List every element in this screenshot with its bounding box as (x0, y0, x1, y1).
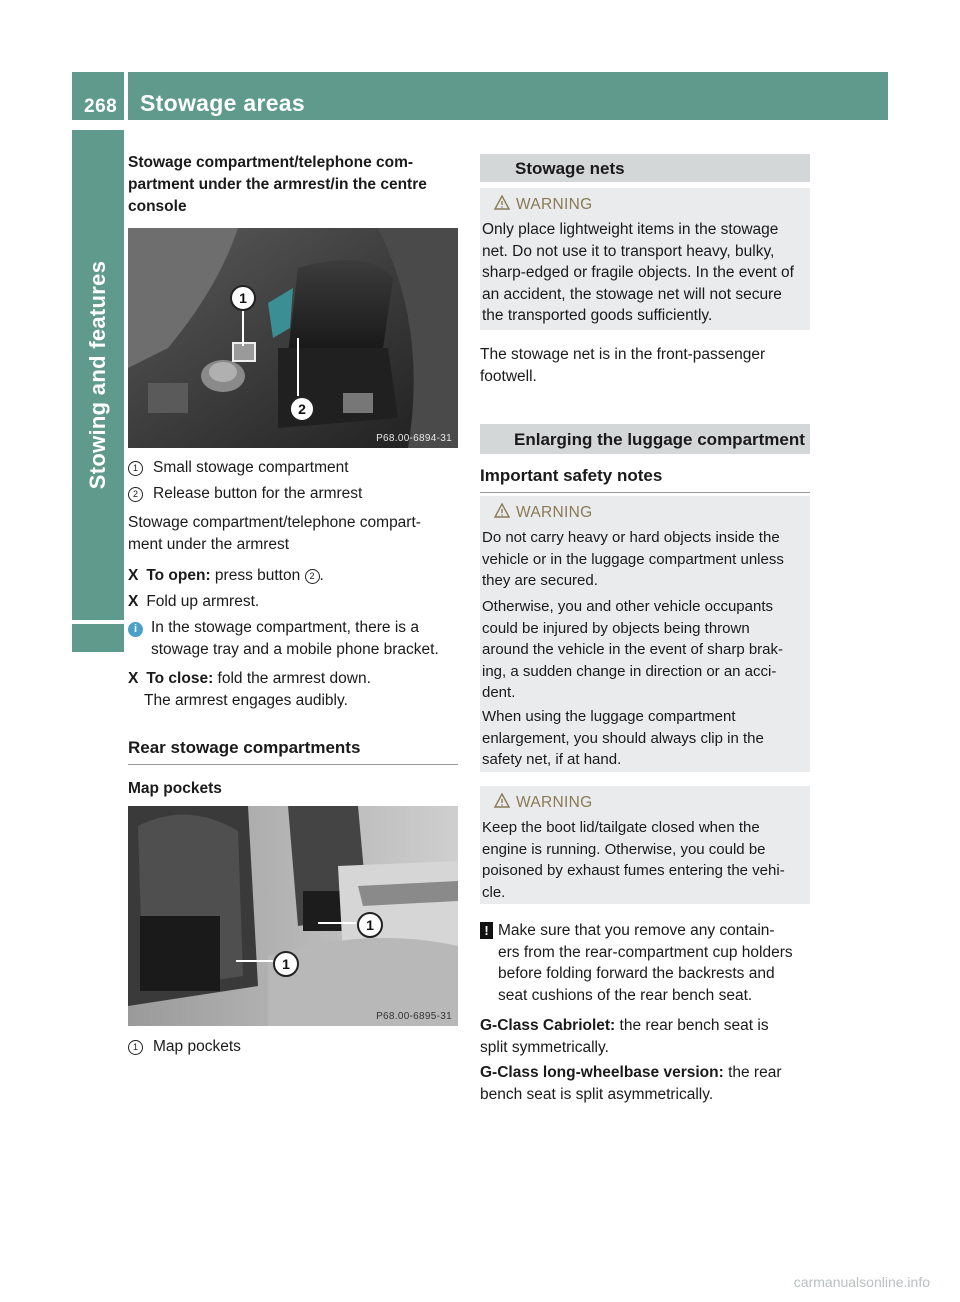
legend-item (128, 457, 463, 479)
map-pockets-illustration (128, 806, 458, 1026)
figure-code: P68.00-6895-31 (376, 1011, 452, 1022)
warning-text-3: When using the luggage compartment enlargement, you should always clip in the safety net, if at hand. (482, 708, 764, 768)
warning-label: WARNING (516, 196, 593, 213)
enlarging-band (480, 424, 810, 454)
warning-heading (494, 793, 592, 812)
step-label: To close: (146, 670, 214, 687)
legend-number: 1 (128, 1040, 143, 1055)
warning-heading (494, 195, 592, 214)
warning-text-2: Otherwise, you and other vehicle occupants could be injured by objects being thrown around the vehicle in the event of sharp brak- ing, a sudden change in direction or an acci- dent. (482, 598, 784, 701)
map-pockets-heading: Map pockets (128, 780, 222, 797)
stowage-nets-band (480, 154, 810, 182)
step-text: Fold up armrest. (146, 593, 260, 610)
warning-label: WARNING (516, 504, 593, 521)
warning-triangle-icon (494, 503, 510, 519)
legend-item (128, 483, 463, 505)
info-note (128, 617, 463, 660)
warning-triangle-icon (494, 793, 510, 809)
step-text: press button (210, 567, 305, 584)
watermark: carmanualsonline.info (793, 1274, 930, 1290)
armrest-photo (128, 228, 458, 448)
legend-item (128, 1036, 458, 1058)
warning-box-3 (480, 786, 810, 904)
lwb-text: the rear bench seat is split asymmetrically. (480, 1064, 782, 1103)
info-text: In the stowage compartment, there is a stowage tray and a mobile phone bracket. (151, 619, 439, 658)
step-arrow-icon: X (128, 593, 139, 610)
legend-number: 1 (128, 461, 143, 476)
chapter-title: Stowing and features (85, 260, 110, 490)
legend-text: Map pockets (153, 1038, 241, 1055)
cabriolet-text: the rear bench seat is split symmetrically. (480, 1017, 769, 1056)
cabriolet-note (480, 1015, 810, 1058)
step-label: To open: (146, 567, 211, 584)
callout-2: 2 (289, 396, 315, 422)
armrest-paragraph: Stowage compartment/telephone compart- ment under the armrest (128, 514, 421, 553)
nets-paragraph: The stowage net is in the front-passenger footwell. (480, 346, 766, 385)
step-number: 2 (305, 569, 320, 584)
lwb-label: G-Class long-wheelbase version: (480, 1064, 724, 1081)
legend-list (128, 457, 463, 504)
section-title: Stowage areas (140, 90, 305, 116)
close-step (128, 668, 463, 711)
legend-text: Release button for the armrest (153, 484, 363, 502)
figure-code: P68.00-6894-31 (376, 433, 452, 444)
step-punct: . (319, 567, 324, 584)
notice-exclamation-icon: ! (480, 922, 493, 939)
warning-triangle-icon (494, 195, 510, 211)
callout-1: 1 (357, 912, 383, 938)
notice-text: Make sure that you remove any contain- ers from the rear-compartment cup holders before folding forward the backrests and seat cushions of the rear bench seat. (498, 922, 793, 1004)
page-number: 268 (84, 96, 118, 117)
fold-step (128, 591, 463, 613)
warning-box-2 (480, 496, 810, 772)
section-header (128, 72, 888, 120)
safety-notes-title: Important safety notes (480, 466, 810, 493)
warning-text-1: Do not carry heavy or hard objects inside the vehicle or in the luggage compartment unless they are secured. (482, 529, 784, 589)
rear-stowage-title: Rear stowage compartments (128, 738, 458, 765)
step-arrow-icon: X (128, 670, 139, 687)
enlarging-title: Enlarging the luggage compartment (514, 430, 805, 449)
warning-heading (494, 503, 592, 522)
legend-text: Small stowage compartment (153, 459, 349, 476)
step-arrow-icon: X (128, 567, 139, 584)
legend-number: 2 (128, 487, 143, 502)
armrest-heading: Stowage compartment/telephone com- partment under the armrest/in the centre console (128, 154, 427, 215)
notice-note (480, 920, 812, 1006)
warning-text: Keep the boot lid/tailgate closed when the engine is running. Otherwise, you could be poisoned by exhaust fumes entering the vehi- cle. (482, 819, 785, 901)
long-wheelbase-note (480, 1062, 810, 1105)
cabriolet-label: G-Class Cabriolet: (480, 1017, 616, 1034)
warning-box-1 (480, 188, 810, 330)
step-text: fold the armrest down. (213, 670, 371, 687)
map-pockets-photo (128, 806, 458, 1026)
step-result: The armrest engages audibly. (144, 691, 348, 709)
info-icon: i (128, 622, 143, 637)
stowage-nets-title: Stowage nets (515, 159, 625, 178)
warning-label: WARNING (516, 794, 593, 811)
page-number-tab (72, 72, 124, 120)
callout-1: 1 (230, 285, 256, 311)
open-step (128, 565, 463, 587)
chapter-marker (72, 624, 124, 652)
warning-text: Only place lightweight items in the stowage net. Do not use it to transport heavy, bulky, sharp-edged or fragile objects. In the event of an accident, the stowage net will not secure the transported goods sufficiently. (482, 221, 794, 324)
callout-1: 1 (273, 951, 299, 977)
chapter-side-tab (72, 130, 124, 620)
